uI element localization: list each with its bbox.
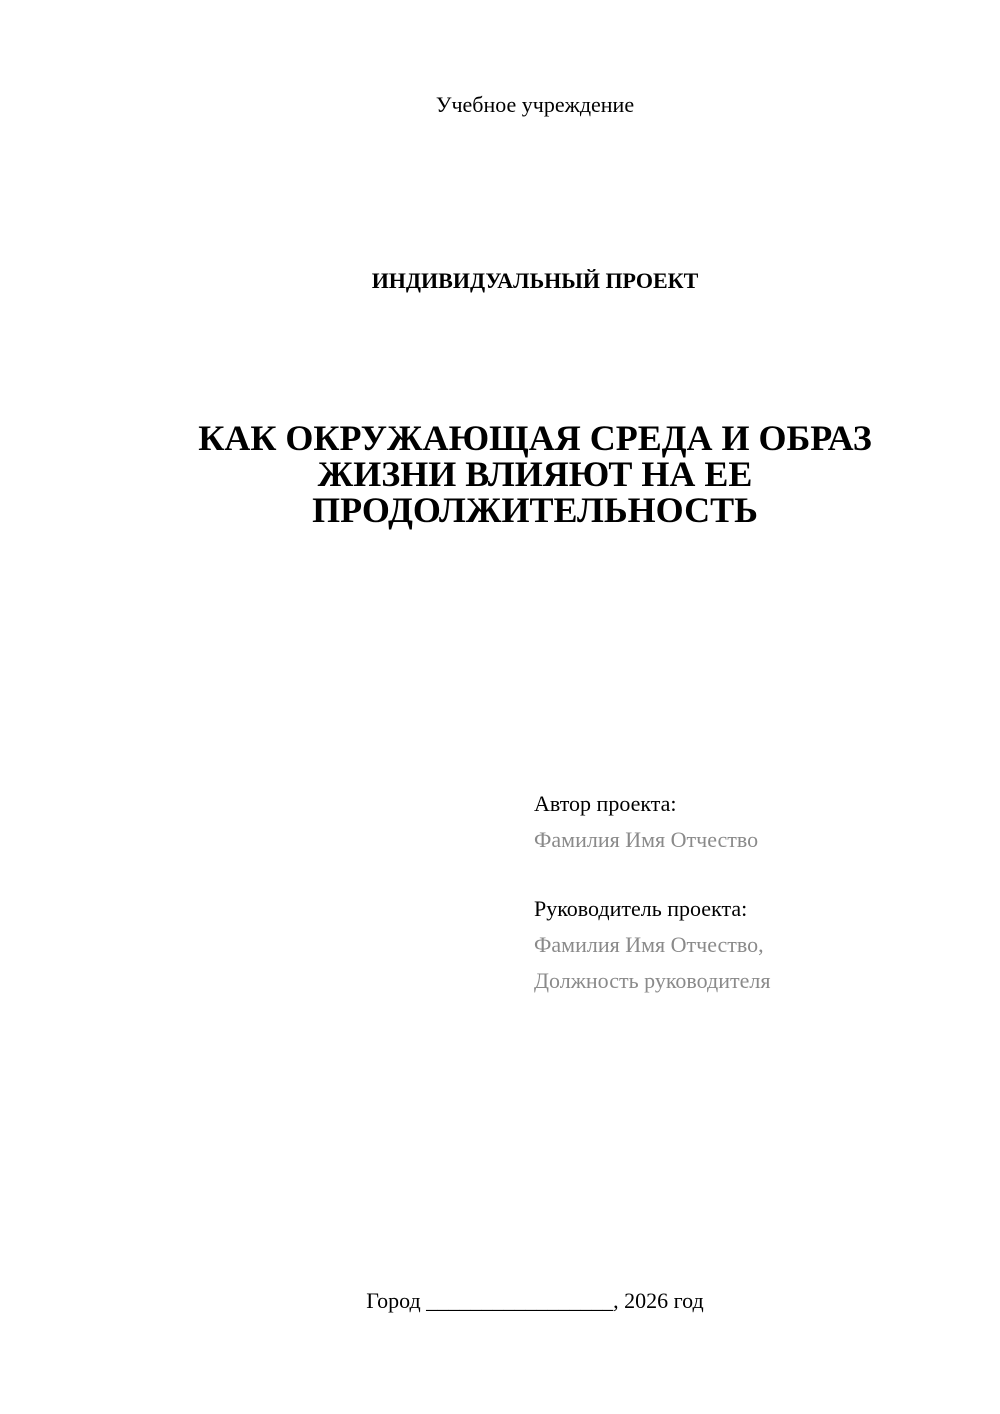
document-type: ИНДИВИДУАЛЬНЫЙ ПРОЕКТ [371,268,699,293]
supervisor-block [534,891,770,999]
project-title-line: ПРОДОЛЖИТЕЛЬНОСТЬ [312,490,758,530]
city-year-line: Город _________________, 2026 год [366,1288,704,1313]
supervisor-position: Должность руководителя [534,968,771,993]
author-block [534,786,758,858]
supervisor-name: Фамилия Имя Отчество, [534,932,764,957]
institution-name: Учебное учреждение [435,92,635,117]
project-title-line: КАК ОКРУЖАЮЩАЯ СРЕДА И ОБРАЗ [198,418,872,458]
project-title-line: ЖИЗНИ ВЛИЯЮТ НА ЕЕ [317,454,753,494]
author-name: Фамилия Имя Отчество [534,827,759,852]
author-label: Автор проекта: [534,791,677,816]
supervisor-label: Руководитель проекта: [534,896,748,921]
project-title [170,420,900,528]
